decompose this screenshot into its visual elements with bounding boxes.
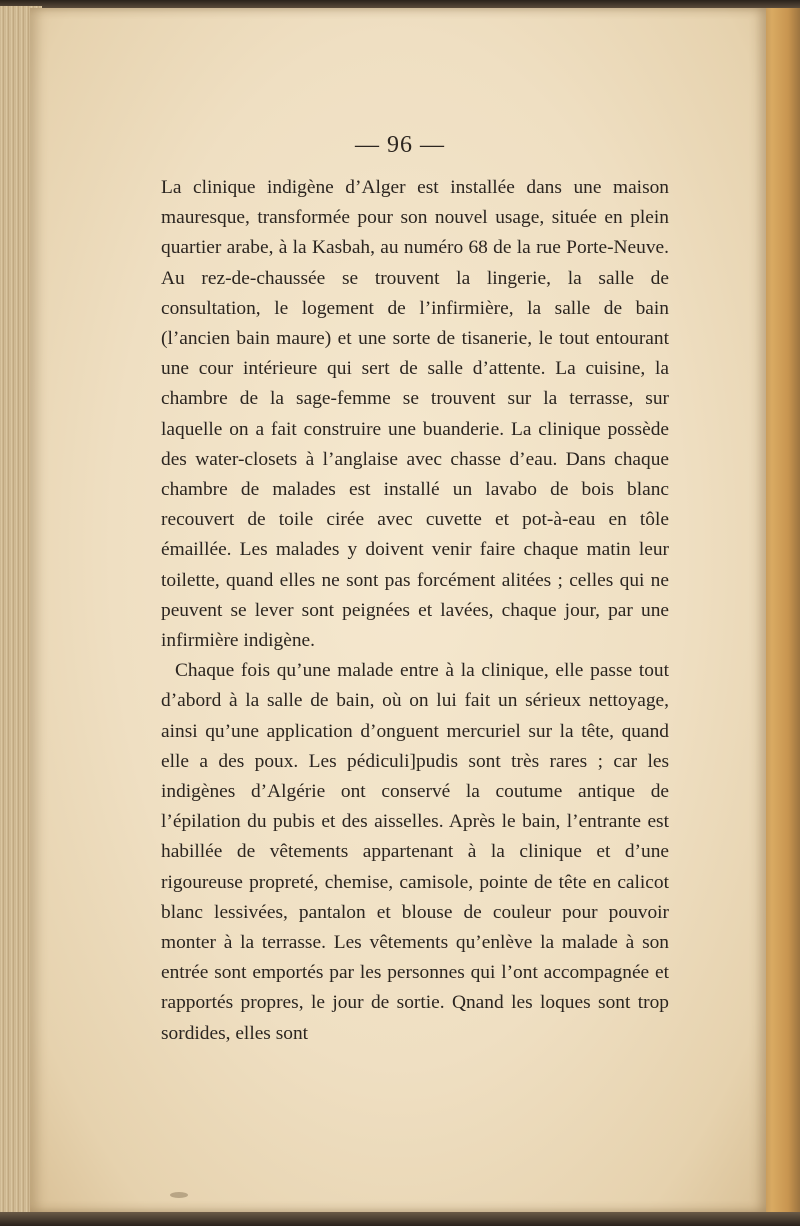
book-bottom-edge [0,1212,800,1226]
paragraph-2: Chaque fois qu’une malade entre à la clinique, elle passe tout d’abord à la salle de bain, où on lui fait un sérieux nettoyage, ainsi qu’une application d’onguent mercuriel sur la tête, quand elle a des poux. Les pédiculi]pudis sont très rares ; car les indigènes d’Algérie ont conservé la coutume antique de l’épilation du pubis et des aisselles. Après le bain, l’entrante est habillée de vêtements appartenant à la clinique et d’une rigoureuse propreté, chemise, camisole, pointe de tête en calicot blanc lessivées, pantalon et blouse de couleur pour pouvoir monter à la terrasse. Les vêtements qu’enlève la malade à son entrée sont emportés par les personnes qui l’ont accompagnée et rapportés propres, le jour de sortie. Qnand les loques sont trop sordides, elles sont [161,660,669,1044]
body-text [161,173,669,1049]
book-cover-edge [760,8,800,1214]
paper-stain [170,1192,188,1198]
paragraph-1: La clinique indigène d’Alger est installée dans une maison mauresque, transformée pour son nouvel usage, située en plein quartier arabe, à la Kasbah, au numéro 68 de la rue Porte-Neuve. Au rez-de-chaussée se trouvent la lingerie, la salle de consultation, le logement de l’infirmière, la salle de bain (l’ancien bain maure) et une sorte de tisanerie, le tout entourant une cour intérieure qui sert de salle d’attente. La cuisine, la chambre de la sage-femme se trouvent sur la terrasse, sur laquelle on a fait construire une buanderie. La clinique possède des water-closets à l’anglaise avec chasse d’eau. Dans chaque chambre de malades est installé un lavabo de bois blanc recouvert de toile cirée avec cuvette et pot-à-eau en tôle émaillée. Les malades y doivent venir faire chaque matin leur toilette, quand elles ne sont pas forcément alitées ; celles qui ne peuvent se lever sont peignées et lavées, chaque jour, par une infirmière indigène. [161,177,669,652]
book-top-edge [0,0,800,8]
page-number: — 96 — [355,132,445,158]
